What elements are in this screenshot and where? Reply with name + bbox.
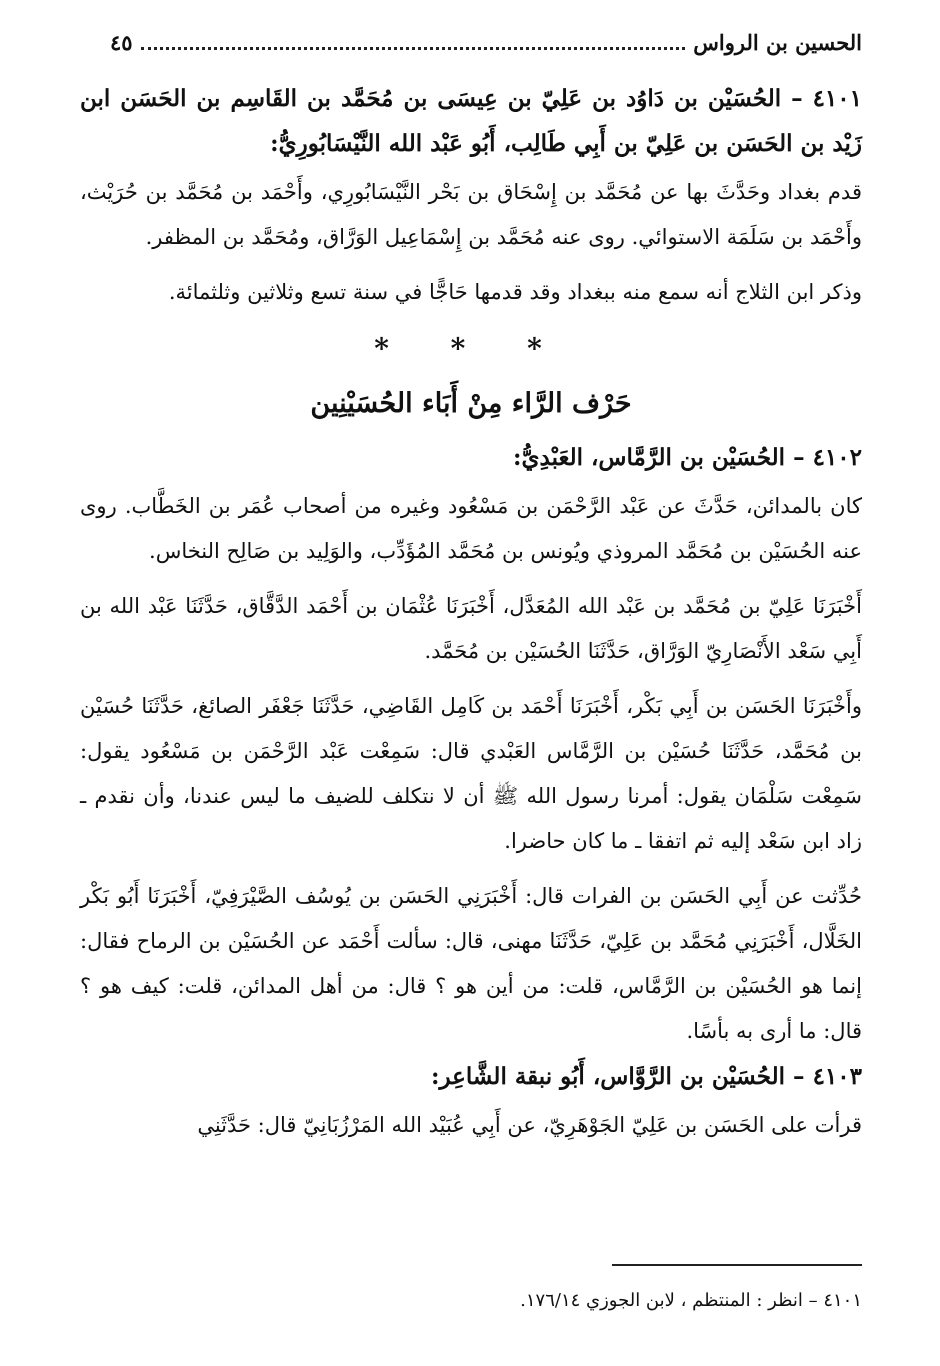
entry-4101-paragraph: قدم بغداد وحَدَّثَ بها عن مُحَمَّد بن إِسْحَاق بن بَحْر النَّيْسَابُورِي، وأَحْمَد بن مُحَمَّد بن حُرَيْث، وأَحْمَد بن سَلَمَة الاستوائي. روى عنه مُحَمَّد بن إِسْمَاعِيل الوَرَّاق، ومُحَمَّد بن المظفر. (80, 180, 862, 249)
section-divider-stars: * * * (374, 332, 568, 365)
entry-4103-title: ٤١٠٣ – الحُسَيْن بن الرَّوَّاس، أَبُو نبقة الشَّاعِر: (431, 1063, 862, 1090)
page-header (110, 30, 862, 55)
entry-4102-paragraph: وأَخْبَرَنَا الحَسَن بن أَبِي بَكْر، أَخْبَرَنَا أَحْمَد بن كَامِل القَاضِي، حَدَّثَنَا جَعْفَر الصائغ، حَدَّثَنَا حُسَيْن بن مُحَمَّد، حَدَّثَنَا حُسَيْن بن الرَّمَّاس العَبْدي قال: سَمِعْت عَبْد الرَّحْمَن بن مَسْعُود يقول: سَمِعْت سَلْمَان يقول: أمرنا رسول الله ﷺ أن لا نتكلف للضيف ما ليس عندنا، وأن نقدم ـ زاد ابن سَعْد إليه ثم اتفقا ـ ما كان حاضرا. (80, 694, 862, 853)
entry-4102-title: ٤١٠٢ – الحُسَيْن بن الرَّمَّاس، العَبْدِيُّ: (513, 444, 862, 471)
entry-4102-paragraph: حُدِّثت عن أَبِي الحَسَن بن الفرات قال: أَخْبَرَنِي الحَسَن بن يُوسُف الصَّيْرَفِيّ، أَخْبَرَنَا أَبُو بَكْر الخَلَّال، أَخْبَرَنِي مُحَمَّد بن عَلِيّ، حَدَّثَنَا مهنى، قال: سألت أَحْمَد عن الحُسَيْن بن الرماح فقال: إنما هو الحُسَيْن بن الرَّمَّاس، قلت: من أين هو ؟ قال: من أهل المدائن، قلت: كيف هو ؟ قال: ما أرى به بأسًا. (80, 884, 862, 1043)
page-number: ٤٥ (110, 30, 133, 55)
entry-4102-paragraph: أَخْبَرَنَا عَلِيّ بن مُحَمَّد بن عَبْد الله المُعَدَّل، أَخْبَرَنَا عُثْمَان بن أَحْمَد الدَّقَّاق، حَدَّثَنَا عَبْد الله بن أَبِي سَعْد الأَنْصَارِيّ الوَرَّاق، حَدَّثَنَا الحُسَيْن بن مُحَمَّد. (80, 594, 862, 663)
page-body (80, 76, 862, 1148)
entry-4101-paragraph: وذكر ابن الثلاج أنه سمع منه ببغداد وقد قدمها حَاجًّا في سنة تسع وثلاثين وثلثمائة. (168, 280, 862, 304)
footnote-separator (612, 1264, 862, 1266)
running-title: الحسين بن الرواس (693, 30, 862, 55)
entry-4102-paragraph: كان بالمدائن، حَدَّثَ عن عَبْد الرَّحْمَن بن مَسْعُود وغيره من أصحاب عُمَر بن الخَطَّاب. روى عنه الحُسَيْن بن مُحَمَّد المروذي ويُونس بن مُحَمَّد المُؤَدِّب، والوَلِيد بن صَالِح النخاس. (80, 494, 862, 563)
section-title: حَرْف الرَّاء مِنْ أَبَاء الحُسَيْنِين (310, 388, 632, 419)
entry-4101-title: ٤١٠١ – الحُسَيْن بن دَاوُد بن عَلِيّ بن عِيسَى بن مُحَمَّد بن القَاسِم بن الحَسَن ابن زَيْد بن الحَسَن بن عَلِيّ بن أَبِي طَالِب، أَبُو عَبْد الله النَّيْسَابُورِيُّ: (80, 85, 862, 157)
footnote: ٤١٠١ – انظر : المنتظم ، لابن الجوزي ١٧٦/١٤. (520, 1290, 862, 1311)
header-dot-leader (141, 47, 686, 50)
entry-4103-paragraph: قرأت على الحَسَن بن عَلِيّ الجَوْهَرِيّ، عن أَبِي عُبَيْد الله المَرْزُبَانِيّ قال: حَدَّثَنِي (197, 1113, 862, 1137)
